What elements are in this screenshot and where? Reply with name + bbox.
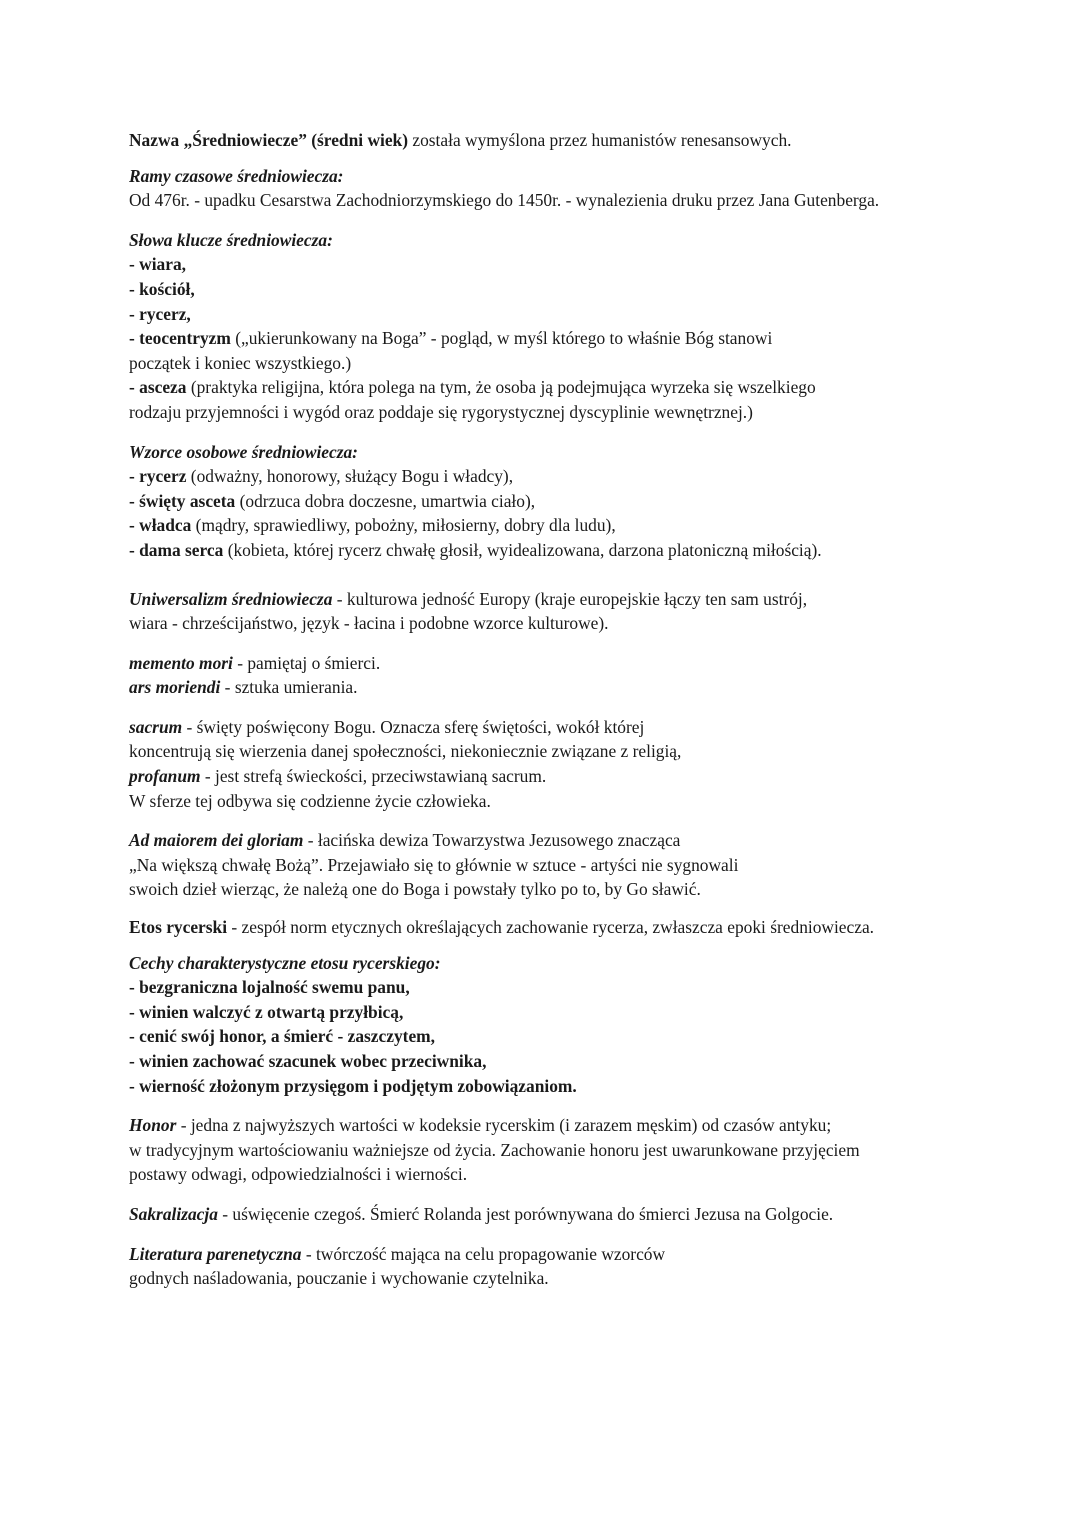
sakralizacja-section	[129, 1202, 1009, 1227]
cechy-item: - cenić swój honor, a śmierć - zaszczytem,	[129, 1026, 436, 1047]
ad-maiorem-section	[129, 828, 1009, 902]
teocentryzm-desc-cont: początek i koniec wszystkiego.)	[129, 352, 352, 373]
sacrum-desc: - święty poświęcony Bogu. Oznacza sferę świętości, wokół której	[182, 716, 645, 737]
etos-term: Etos rycerski	[129, 917, 228, 938]
literatura-section	[129, 1242, 1009, 1291]
wzorce-section	[129, 440, 1009, 563]
wzorce-item	[129, 464, 1009, 489]
literatura-desc: - twórczość mająca na celu propagowanie wzorców	[301, 1243, 666, 1264]
memento-section	[129, 651, 1009, 700]
honor-section	[129, 1113, 1009, 1187]
wzorce-item	[129, 513, 1009, 538]
slowa-section	[129, 228, 1009, 425]
etos-section	[129, 915, 1009, 940]
ad-maiorem-term: Ad maiorem dei gloriam	[129, 830, 304, 851]
memento-term: memento mori	[129, 652, 233, 673]
teocentryzm-desc: („ukierunkowany na Boga” - pogląd, w myśl którego to właśnie Bóg stanowi	[230, 328, 773, 349]
wzorce-term: - rycerz	[129, 466, 187, 487]
cechy-item: - winien walczyć z otwartą przyłbicą,	[129, 1001, 404, 1022]
memento-desc: - pamiętaj o śmierci.	[232, 652, 381, 673]
asceza-desc-cont: rodzaju przyjemności i wygód oraz poddaje się rygorystycznej dyscyplinie wewnętrznej.)	[129, 401, 753, 422]
ad-maiorem-desc: - łacińska dewiza Towarzystwa Jezusowego znacząca	[303, 830, 681, 851]
intro-paragraph	[129, 128, 1009, 153]
honor-term: Honor	[129, 1115, 177, 1136]
ars-moriendi-desc: - sztuka umierania.	[220, 677, 358, 698]
ars-moriendi-term: ars moriendi	[129, 677, 221, 698]
sacrum-desc-cont: koncentrują się wierzenia danej społeczności, niekoniecznie związane z religią,	[129, 741, 682, 762]
cechy-section	[129, 951, 1009, 1099]
honor-desc-cont: postawy odwagi, odpowiedzialności i wierności.	[129, 1164, 468, 1185]
wzorce-desc: (odważny, honorowy, służący Bogu i władcy),	[186, 466, 514, 487]
wzorce-term: - dama serca	[129, 539, 224, 560]
ad-maiorem-desc-cont: „Na większą chwałę Bożą”. Przejawiało się to głównie w sztuce - artyści nie sygnowali	[129, 854, 739, 875]
honor-desc: - jedna z najwyższych wartości w kodeksie rycerskim (i zarazem męskim) od czasów antyku;	[176, 1115, 832, 1136]
intro-term: Nazwa „Średniowiecze” (średni wiek)	[129, 130, 409, 150]
uniwersalizm-section	[129, 587, 1009, 636]
etos-desc: - zespół norm etycznych określających zachowanie rycerza, zwłaszcza epoki średniowiecza.	[227, 917, 875, 938]
asceza-desc: (praktyka religijna, która polega na tym, że osoba ją podejmująca wyrzeka się wszelkiego	[186, 377, 816, 398]
uniwersalizm-desc: - kulturowa jedność Europy (kraje europejskie łączy ten sam ustrój,	[332, 588, 808, 609]
slowa-item: - kościół,	[129, 278, 195, 299]
ad-maiorem-desc-cont: swoich dzieł wierząc, że należą one do Boga i powstały tylko po to, by Go sławić.	[129, 879, 701, 900]
cechy-item: - bezgraniczna lojalność swemu panu,	[129, 977, 410, 998]
profanum-desc-cont: W sferze tej odbywa się codzienne życie człowieka.	[129, 790, 491, 811]
ramy-section	[129, 164, 1009, 213]
ramy-heading: Ramy czasowe średniowiecza:	[129, 165, 344, 186]
wzorce-item	[129, 538, 1009, 563]
intro-text: została wymyślona przez humanistów renesansowych.	[408, 130, 792, 150]
honor-desc-cont: w tradycyjnym wartościowaniu ważniejsze od życia. Zachowanie honoru jest uwarunkowane przyjęciem	[129, 1139, 860, 1160]
slowa-item: - rycerz,	[129, 303, 191, 324]
uniwersalizm-term: Uniwersalizm średniowiecza	[129, 588, 333, 609]
asceza-term: - asceza	[129, 377, 187, 398]
cechy-item: - wierność złożonym przysięgom i podjętym zobowiązaniom.	[129, 1075, 577, 1096]
literatura-term: Literatura parenetyczna	[129, 1243, 302, 1264]
notes-content	[129, 128, 1009, 1291]
slowa-item: - wiara,	[129, 254, 186, 275]
wzorce-desc: (odrzuca dobra doczesne, umartwia ciało),	[235, 490, 536, 511]
literatura-desc-cont: godnych naśladowania, pouczanie i wychowanie czytelnika.	[129, 1268, 549, 1289]
wzorce-term: - święty asceta	[129, 490, 236, 511]
wzorce-item	[129, 489, 1009, 514]
sacrum-term: sacrum	[129, 716, 183, 737]
sakralizacja-term: Sakralizacja	[129, 1203, 218, 1224]
wzorce-desc: (kobieta, której rycerz chwałę głosił, wyidealizowana, darzona platoniczną miłością).	[223, 539, 822, 560]
wzorce-desc: (mądry, sprawiedliwy, pobożny, miłosierny, dobry dla ludu),	[191, 515, 616, 536]
profanum-term: profanum	[129, 766, 201, 787]
sacrum-section	[129, 715, 1009, 813]
wzorce-term: - władca	[129, 515, 192, 536]
uniwersalizm-desc-cont: wiara - chrześcijaństwo, język - łacina i podobne wzorce kulturowe).	[129, 613, 609, 634]
wzorce-heading: Wzorce osobowe średniowiecza:	[129, 441, 358, 462]
cechy-heading: Cechy charakterystyczne etosu rycerskiego:	[129, 952, 441, 973]
slowa-heading: Słowa klucze średniowiecza:	[129, 229, 333, 250]
cechy-item: - winien zachować szacunek wobec przeciwnika,	[129, 1051, 487, 1071]
sakralizacja-desc: - uświęcenie czegoś. Śmierć Rolanda jest porównywana do śmierci Jezusa na Golgocie.	[217, 1203, 834, 1224]
profanum-desc: - jest strefą świeckości, przeciwstawianą sacrum.	[200, 766, 547, 787]
teocentryzm-term: - teocentryzm	[129, 328, 231, 349]
ramy-text: Od 476r. - upadku Cesarstwa Zachodniorzymskiego do 1450r. - wynalezienia druku przez Jana Gutenberga.	[129, 190, 880, 211]
